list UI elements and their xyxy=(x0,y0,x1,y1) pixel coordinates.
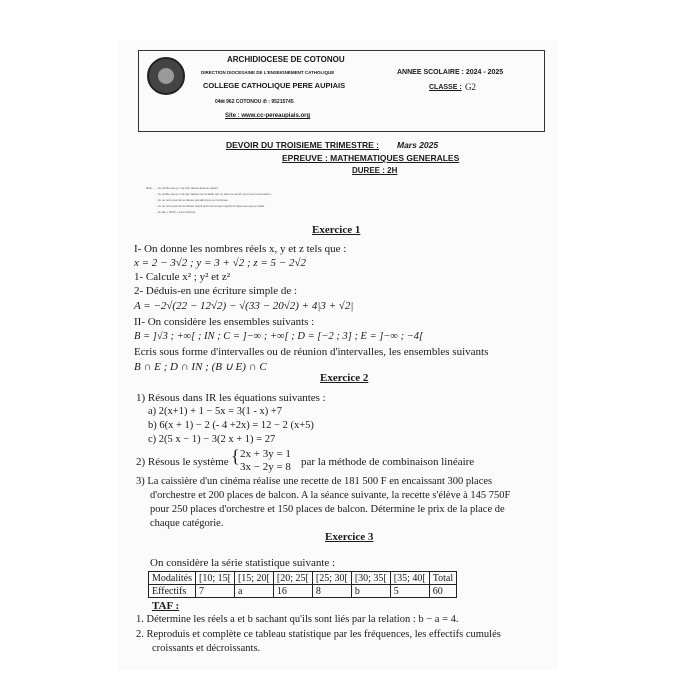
ex1-sets: B = ]√3 ; +∞[ ; IN ; C = ]−∞ ; +∞[ ; D = [−2 ; 3] ; E = ]−∞ ; −4[ xyxy=(134,331,424,342)
ex1-expression: A = −2√(22 − 12√2) − √(33 − 20√2) + 4|3 + √2| xyxy=(134,300,354,312)
epreuve-title: EPREUVE : MATHEMATIQUES GENERALES xyxy=(282,153,460,163)
note-line: - Je vérifie que je n'ai rien laissé dans le casier. xyxy=(156,186,219,190)
table-cell: [30; 35[ xyxy=(351,572,390,585)
ex2-q2-method: par la méthode de combinaison linéaire xyxy=(301,456,475,468)
class-value: G2 xyxy=(465,82,476,92)
school-logo xyxy=(147,57,185,95)
statistics-table xyxy=(148,571,457,598)
school-year: ANNEE SCOLAIRE : 2024 - 2025 xyxy=(397,69,504,76)
ex1-part2: II- On considère les ensembles suivants : xyxy=(134,316,315,328)
note-line: - Je ne sors pas de la classe pendant que je compose. xyxy=(156,198,229,202)
table-row xyxy=(149,585,457,598)
ex1-values: x = 2 − 3√2 ; y = 3 + √2 ; z = 5 − 2√2 xyxy=(134,257,307,269)
table-cell: Modalités xyxy=(149,572,196,585)
system-eq2: 3x − 2y = 8 xyxy=(240,461,291,473)
exercise-1-title: Exercice 1 xyxy=(312,224,361,236)
exercise-3-title: Exercice 3 xyxy=(325,531,374,543)
college-name: COLLEGE CATHOLIQUE PERE AUPIAIS xyxy=(203,81,346,90)
notes-label: SLE : xyxy=(146,186,154,190)
school-header xyxy=(138,50,545,132)
table-cell: 16 xyxy=(273,585,312,598)
ex2-q1: 1) Résous dans IR les équations suivantes : xyxy=(136,392,326,404)
ex2-q1a: a) 2(x+1) + 1 − 5x = 3(1 - x) +7 xyxy=(148,406,282,417)
system-eq1: 2x + 3y = 1 xyxy=(240,448,291,460)
table-cell: 5 xyxy=(390,585,429,598)
table-row xyxy=(149,572,457,585)
table-cell: b xyxy=(351,585,390,598)
duree: DUREE : 2H xyxy=(352,166,398,175)
ex2-q3-line4: chaque catégorie. xyxy=(150,518,224,529)
table-cell: 60 xyxy=(429,585,456,598)
school-site: Site : www.cc-pereaupiais.org xyxy=(225,113,311,119)
note-line: - Je dis « NON » à la tricherie. xyxy=(156,210,197,214)
table-cell: [10; 15[ xyxy=(196,572,235,585)
ex3-task2-cont: croissants et décroissants. xyxy=(152,643,261,654)
taf-label: TAF : xyxy=(152,600,180,612)
ex2-q2: 2) Résous le système xyxy=(136,456,229,468)
direction-name: DIRECTION DIOCESAINE DE L'ENSEIGNEMENT CATHOLIQUE xyxy=(201,70,335,75)
devoir-month: Mars 2025 xyxy=(397,140,439,150)
table-cell: a xyxy=(234,585,273,598)
ex2-q1b: b) 6(x + 1) − 2 (- 4 +2x) = 12 − 2 (x+5) xyxy=(148,420,314,431)
table-cell: [35; 40[ xyxy=(390,572,429,585)
ex1-q2: 2- Déduis-en une écriture simple de : xyxy=(134,285,298,297)
ex3-intro: On considère la série statistique suivante : xyxy=(150,557,336,569)
ex1-operations: B ∩ E ; D ∩ IN ; (B ∪ E) ∩ C xyxy=(134,361,267,373)
table-cell: [20; 25[ xyxy=(273,572,312,585)
table-cell: Effectifs xyxy=(149,585,196,598)
ex2-q3-line3: pour 250 places d'orchestre et 150 places de balcon. Détermine le prix de la place de xyxy=(150,504,505,515)
table-cell: Total xyxy=(429,572,456,585)
system-brace: { xyxy=(231,446,240,466)
ex1-intro: I- On donne les nombres réels x, y et z tels que : xyxy=(134,243,347,255)
school-address: 04✉ 962 COTONOU ✆ : 95215745 xyxy=(215,99,294,105)
class-label: CLASSE : xyxy=(429,84,462,91)
table-cell: [25; 30[ xyxy=(312,572,351,585)
ex1-q1: 1- Calcule x² ; y² et z² xyxy=(134,271,231,283)
ex2-q3-line2: d'orchestre et 200 places de balcon. A la séance suivante, la recette s'élève à 145 750F xyxy=(150,490,511,501)
ex2-q3-line1: 3) La caissière d'un cinéma réalise une recette de 181 500 F en encaissant 300 places xyxy=(136,476,493,487)
note-line: - Je vérifie que je n'ai rien laissé sur la table qui ne doit me servir pour ma composition. xyxy=(156,192,272,196)
ex3-task2: 2. Reproduis et complète ce tableau statistique par les fréquences, les effectifs cumulés xyxy=(136,629,501,640)
ex2-q1c: c) 2(5 x − 1) − 3(2 x + 1) = 27 xyxy=(148,434,276,445)
ex3-task1: 1. Détermine les réels a et b sachant qu'ils sont liés par la relation : b − a = 4. xyxy=(136,614,459,625)
diocese-name: ARCHIDIOCESE DE COTONOU xyxy=(227,55,345,64)
exercise-2-title: Exercice 2 xyxy=(320,372,369,384)
note-line: - Je ne sors pas de la classe avant la fin du temps imparti à l'épreuve que je traite. xyxy=(156,204,266,208)
table-cell: 7 xyxy=(196,585,235,598)
table-cell: 8 xyxy=(312,585,351,598)
ex1-instruction: Ecris sous forme d'intervalles ou de réunion d'intervalles, les ensembles suivants xyxy=(134,346,489,358)
table-cell: [15; 20[ xyxy=(234,572,273,585)
devoir-title: DEVOIR DU TROISIEME TRIMESTRE : xyxy=(226,140,380,150)
